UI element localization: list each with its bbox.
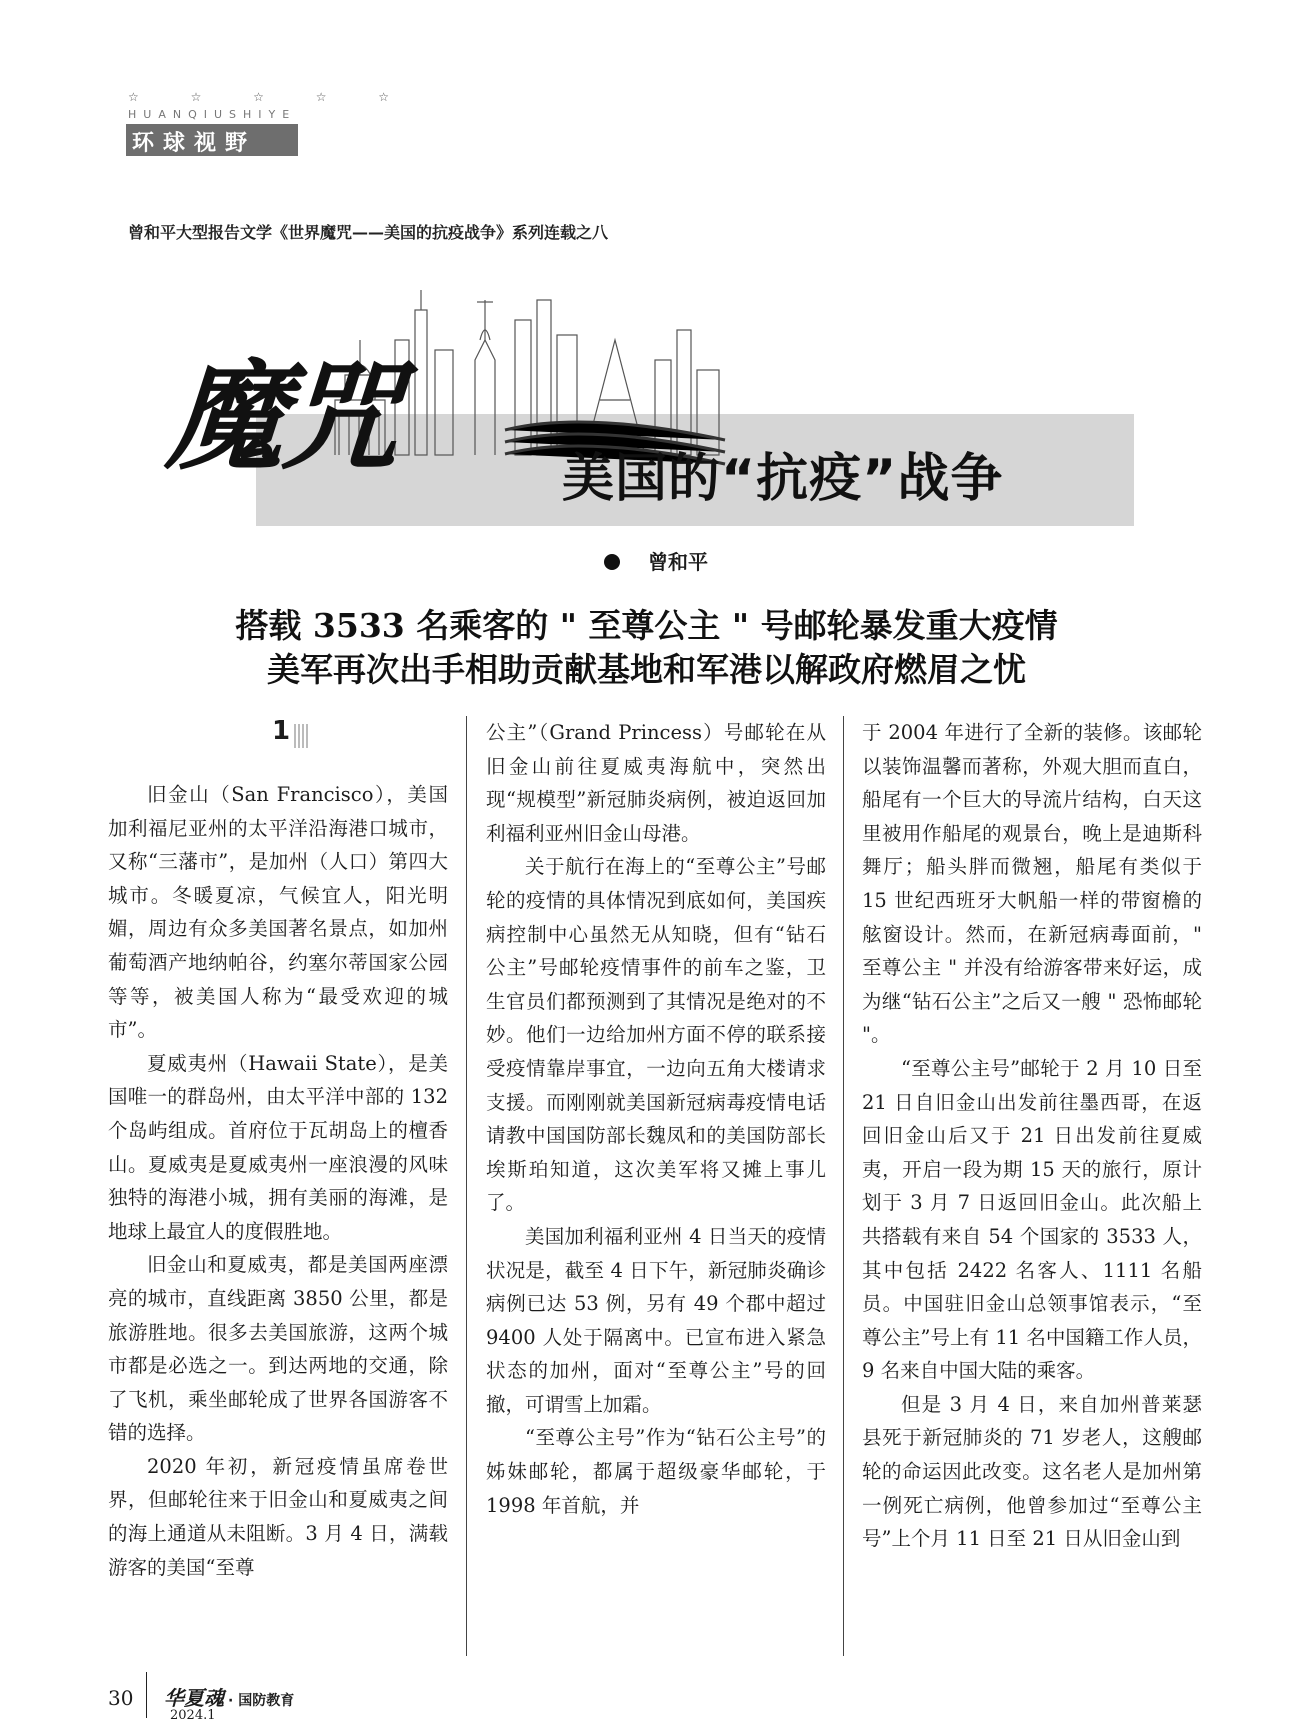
paragraph: 于 2004 年进行了全新的装修。该邮轮以装饰温馨而著称，外观大胆而直白，船尾有一个巨大的导流片结构，白天这里被用作船尾的观景台，晚上是迪斯科舞厅；船头胖而微翘，船尾有类似于 15 世纪西班牙大帆船一样的带窗檐的舷窗设计。然而，在新冠病毒面前，" 至尊公主 " 并没有给游客带来好运，成为继“钻石公主”之后又一艘 " 恐怖邮轮 "。 bbox=[862, 721, 1202, 1047]
paragraph: 旧金山（San Francisco），美国加利福尼亚州的太平洋沿海港口城市，又称“三藩市”，是加州（人口）第四大城市。冬暖夏凉，气候宜人，阳光明媚，周边有众多美国著名景点，如加州葡萄酒产地纳帕谷，约塞尔蒂国家公园等等，被美国人称为“最受欢迎的城市”。 bbox=[108, 783, 448, 1042]
paragraph: 2020 年初，新冠疫情虽席卷世界，但邮轮往来于旧金山和夏威夷之间的海上通道从未阻断。3 月 4 日，满载游客的美国“至尊 bbox=[108, 1454, 448, 1579]
magazine-name bbox=[164, 1682, 294, 1711]
decorative-stars: ☆ ☆ ☆ ☆ ☆ bbox=[128, 90, 414, 104]
feature-title: 魔咒 bbox=[163, 348, 401, 486]
headline-line-1: 搭载 3533 名乘客的 " 至尊公主 " 号邮轮暴发重大疫情 bbox=[235, 606, 1058, 645]
section-pinyin: HUANQIUSHIYE bbox=[128, 108, 297, 121]
paragraph: 但是 3 月 4 日，来自加州普莱瑟县死于新冠肺炎的 71 岁老人，这艘邮轮的命运因此改变。这名老人是加州第一例死亡病例，他曾参加过“至尊公主号”上个月 11 日至 21 日从旧金山到 bbox=[862, 1392, 1202, 1551]
paragraph: 关于航行在海上的“至尊公主”号邮轮的疫情的具体情况到底如何，美国疾病控制中心虽然无从知晓，但有“钻石公主”号邮轮疫情事件的前车之鉴，卫生官员们都预测到了其情况是绝对的不妙。他们一边给加州方面不停的联系接受疫情靠岸事宜，一边向五角大楼请求支援。而刚刚就美国新冠病毒疫情电话请教中国国防部长魏凤和的美国防部长埃斯珀知道，这次美军将又摊上事儿了。 bbox=[486, 855, 826, 1215]
magazine-subtitle: · 国防教育 bbox=[228, 1693, 295, 1709]
headline-line-2: 美军再次出手相助贡献基地和军港以解政府燃眉之忧 bbox=[267, 650, 1026, 689]
page-number: 30 bbox=[108, 1686, 134, 1710]
article-column-2 bbox=[486, 716, 826, 1522]
article-column-3 bbox=[862, 716, 1202, 1556]
chapter-number: 1 bbox=[272, 716, 291, 746]
paragraph: 夏威夷州（Hawaii State），是美国唯一的群岛州，由太平洋中部的 132 个岛屿组成。首府位于瓦胡岛上的檀香山。夏威夷是夏威夷州一座浪漫的风味独特的海港小城，拥有美丽的海滩，是地球上最宜人的度假胜地。 bbox=[108, 1051, 448, 1243]
paragraph: 美国加利福利亚州 4 日当天的疫情状况是，截至 4 日下午，新冠肺炎确诊病例已达 53 例，另有 49 个郡中超过 9400 人处于隔离中。已宣布进入紧急状态的加州，面对“至尊公主”号的回撤，可谓雪上加霜。 bbox=[486, 1224, 826, 1416]
paragraph: 旧金山和夏威夷，都是美国两座漂亮的城市，直线距离 3850 公里，都是旅游胜地。很多去美国旅游，这两个城市都是必选之一。到达两地的交通，除了飞机，乘坐邮轮成了世界各国游客不错的选择。 bbox=[108, 1253, 448, 1445]
series-line: 曾和平大型报告文学《世界魔咒——美国的抗疫战争》系列连载之八 bbox=[128, 223, 609, 242]
chapter-mark-icon bbox=[294, 724, 308, 748]
paragraph: “至尊公主号”作为“钻石公主号”的姊妹邮轮，都属于超级豪华邮轮，于 1998 年首航，并 bbox=[486, 1426, 826, 1517]
magazine-title: 华夏魂 bbox=[164, 1686, 224, 1710]
column-divider bbox=[843, 716, 844, 1656]
feature-subtitle: 美国的“抗疫”战争 bbox=[562, 449, 1004, 509]
author-name: 曾和平 bbox=[648, 550, 708, 574]
column-divider bbox=[466, 716, 467, 1656]
paragraph: “至尊公主号”邮轮于 2 月 10 日至 21 日自旧金山出发前往墨西哥，在返回旧金山后又于 21 日出发前往夏威夷，开启一段为期 15 天的旅行，原计划于 3 月 7 日返回旧金山。此次船上共搭载有来自 54 个国家的 3533 人，其中包括 2422 名客人、1111 名船员。中国驻旧金山总领事馆表示，“至尊公主”号上有 11 名中国籍工作人员，9 名来自中国大陆的乘客。 bbox=[862, 1056, 1202, 1383]
section-label: 环球视野 bbox=[132, 131, 257, 156]
article-column-1 bbox=[108, 778, 448, 1584]
issue-number: 2024.1 bbox=[170, 1708, 216, 1723]
author-line bbox=[604, 546, 708, 575]
paragraph: 公主”（Grand Princess）号邮轮在从旧金山前往夏威夷海航中，突然出现“规模型”新冠肺炎病例，被迫返回加利福利亚州旧金山母港。 bbox=[486, 721, 826, 845]
bullet-icon bbox=[604, 554, 620, 570]
footer-divider bbox=[146, 1672, 147, 1718]
